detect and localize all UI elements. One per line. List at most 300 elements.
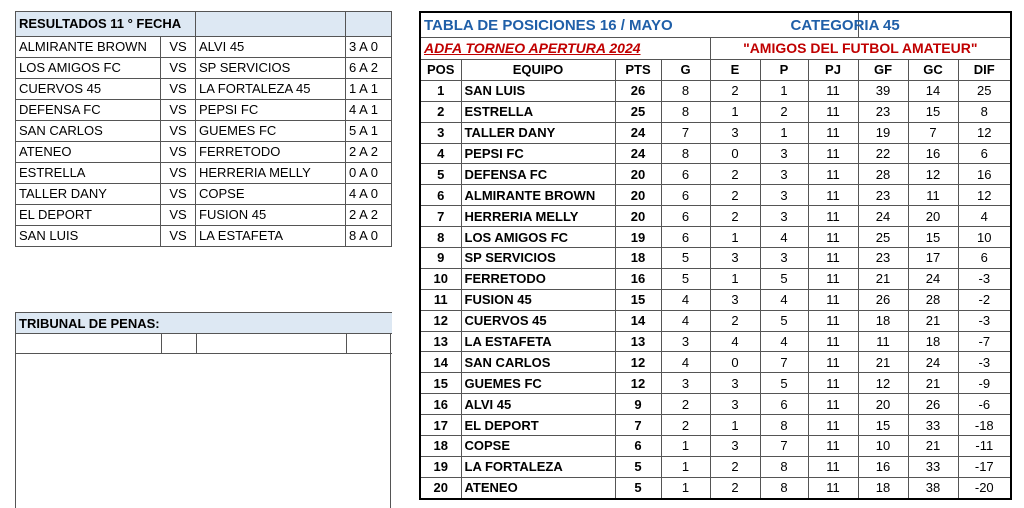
points-cell: 24 [615,122,661,143]
column-header-g: G [661,60,710,81]
team-cell: SAN CARLOS [461,352,615,373]
played-cell: 11 [808,122,858,143]
won-cell: 8 [661,101,710,122]
points-cell: 20 [615,164,661,185]
played-cell: 11 [808,143,858,164]
lost-cell: 2 [760,101,808,122]
won-cell: 5 [661,248,710,269]
won-cell: 2 [661,394,710,415]
position-cell: 13 [420,331,461,352]
goal-diff-cell: 16 [958,164,1011,185]
result-row [16,79,392,100]
team-cell: HERRERIA MELLY [461,206,615,227]
goals-against-cell: 24 [908,352,958,373]
won-cell: 1 [661,436,710,457]
standings-table [419,11,1012,500]
tribunal-title: TRIBUNAL DE PENAS: [16,313,392,334]
goals-for-cell: 18 [858,477,908,498]
goal-diff-cell: -3 [958,310,1011,331]
drawn-cell: 3 [710,373,760,394]
position-cell: 6 [420,185,461,206]
goals-for-cell: 11 [858,331,908,352]
goals-for-cell: 12 [858,373,908,394]
points-cell: 5 [615,456,661,477]
column-header-pos: POS [420,60,461,81]
results-header-row [16,12,392,37]
won-cell: 1 [661,477,710,498]
league-subtitle: "AMIGOS DEL FUTBOL AMATEUR" [710,38,1011,60]
lost-cell: 1 [760,122,808,143]
goals-for-cell: 21 [858,352,908,373]
won-cell: 3 [661,331,710,352]
position-cell: 1 [420,80,461,101]
goals-for-cell: 19 [858,122,908,143]
tribunal-empty-row [16,334,392,354]
away-team: LA ESTAFETA [196,226,346,247]
standings-row [420,331,1011,352]
points-cell: 18 [615,248,661,269]
position-cell: 19 [420,456,461,477]
match-score: 6 A 2 [346,58,392,79]
goals-for-cell: 10 [858,436,908,457]
team-cell: DEFENSA FC [461,164,615,185]
result-row [16,163,392,184]
standings-row [420,122,1011,143]
result-row [16,205,392,226]
goals-against-cell: 11 [908,185,958,206]
goals-for-cell: 28 [858,164,908,185]
goals-against-cell: 33 [908,456,958,477]
goals-against-cell: 16 [908,143,958,164]
away-team: ALVI 45 [196,37,346,58]
standings-row [420,415,1011,436]
drawn-cell: 1 [710,415,760,436]
standings-row [420,227,1011,248]
match-score: 5 A 1 [346,121,392,142]
vs-label: VS [161,100,196,121]
drawn-cell: 4 [710,331,760,352]
column-header-pts: PTS [615,60,661,81]
team-cell: TALLER DANY [461,122,615,143]
home-team: ATENEO [16,142,161,163]
won-cell: 6 [661,206,710,227]
match-score: 3 A 0 [346,37,392,58]
result-row [16,100,392,121]
goals-against-cell: 15 [908,101,958,122]
team-cell: EL DEPORT [461,415,615,436]
away-team: HERRERIA MELLY [196,163,346,184]
tribunal-cell [16,334,161,354]
lost-cell: 1 [760,80,808,101]
result-row [16,121,392,142]
vs-label: VS [161,37,196,58]
goal-diff-cell: 4 [958,206,1011,227]
tribunal-panel [15,312,391,508]
vs-label: VS [161,79,196,100]
result-row [16,37,392,58]
away-team: SP SERVICIOS [196,58,346,79]
away-team: COPSE [196,184,346,205]
won-cell: 5 [661,268,710,289]
position-cell: 2 [420,101,461,122]
standings-title: TABLA DE POSICIONES 16 / MAYO [420,12,858,38]
won-cell: 4 [661,352,710,373]
position-cell: 3 [420,122,461,143]
played-cell: 11 [808,206,858,227]
drawn-cell: 3 [710,289,760,310]
away-team: LA FORTALEZA 45 [196,79,346,100]
drawn-cell: 0 [710,143,760,164]
lost-cell: 7 [760,352,808,373]
standings-row [420,164,1011,185]
drawn-cell: 2 [710,164,760,185]
match-score: 2 A 2 [346,142,392,163]
position-cell: 20 [420,477,461,498]
tribunal-cell [161,334,196,354]
points-cell: 20 [615,206,661,227]
column-header-gf: GF [858,60,908,81]
played-cell: 11 [808,456,858,477]
column-header-e: E [710,60,760,81]
goal-diff-cell: 10 [958,227,1011,248]
position-cell: 16 [420,394,461,415]
tribunal-table [16,312,392,354]
vs-label: VS [161,121,196,142]
points-cell: 12 [615,352,661,373]
away-team: FERRETODO [196,142,346,163]
goals-against-cell: 21 [908,436,958,457]
goal-diff-cell: -6 [958,394,1011,415]
standings-category: CATEGORIA 45 [858,12,1011,38]
played-cell: 11 [808,101,858,122]
goal-diff-cell: 6 [958,143,1011,164]
goals-against-cell: 17 [908,248,958,269]
points-cell: 24 [615,143,661,164]
goal-diff-cell: 12 [958,122,1011,143]
result-row [16,184,392,205]
column-header-p: P [760,60,808,81]
result-row [16,58,392,79]
played-cell: 11 [808,373,858,394]
drawn-cell: 0 [710,352,760,373]
position-cell: 7 [420,206,461,227]
league-name: ADFA TORNEO APERTURA 2024 [420,38,710,60]
drawn-cell: 3 [710,394,760,415]
position-cell: 14 [420,352,461,373]
home-team: CUERVOS 45 [16,79,161,100]
points-cell: 16 [615,268,661,289]
goals-for-cell: 18 [858,310,908,331]
played-cell: 11 [808,310,858,331]
goals-against-cell: 14 [908,80,958,101]
goals-against-cell: 21 [908,310,958,331]
goals-against-cell: 26 [908,394,958,415]
lost-cell: 6 [760,394,808,415]
position-cell: 12 [420,310,461,331]
lost-cell: 8 [760,415,808,436]
played-cell: 11 [808,80,858,101]
goals-for-cell: 20 [858,394,908,415]
goal-diff-cell: -3 [958,352,1011,373]
lost-cell: 4 [760,227,808,248]
standings-row [420,436,1011,457]
team-cell: LA FORTALEZA [461,456,615,477]
standings-row [420,373,1011,394]
played-cell: 11 [808,352,858,373]
away-team: FUSION 45 [196,205,346,226]
goals-for-cell: 21 [858,268,908,289]
goal-diff-cell: -11 [958,436,1011,457]
lost-cell: 5 [760,268,808,289]
lost-cell: 3 [760,248,808,269]
goals-for-cell: 23 [858,248,908,269]
lost-cell: 3 [760,185,808,206]
away-team: GUEMES FC [196,121,346,142]
result-row [16,226,392,247]
won-cell: 8 [661,143,710,164]
standings-row [420,268,1011,289]
team-cell: FUSION 45 [461,289,615,310]
column-header-equipo: EQUIPO [461,60,615,81]
points-cell: 7 [615,415,661,436]
goals-against-cell: 20 [908,206,958,227]
position-cell: 5 [420,164,461,185]
result-row [16,142,392,163]
goals-for-cell: 23 [858,101,908,122]
away-team: PEPSI FC [196,100,346,121]
match-score: 2 A 2 [346,205,392,226]
won-cell: 2 [661,415,710,436]
tribunal-header-row [16,313,392,334]
team-cell: CUERVOS 45 [461,310,615,331]
drawn-cell: 2 [710,80,760,101]
vs-label: VS [161,142,196,163]
played-cell: 11 [808,415,858,436]
vs-label: VS [161,205,196,226]
vs-label: VS [161,226,196,247]
points-cell: 9 [615,394,661,415]
goals-against-cell: 33 [908,415,958,436]
lost-cell: 4 [760,331,808,352]
standings-row [420,394,1011,415]
standings-row [420,143,1011,164]
played-cell: 11 [808,248,858,269]
goals-for-cell: 25 [858,227,908,248]
goals-for-cell: 39 [858,80,908,101]
drawn-cell: 3 [710,436,760,457]
position-cell: 10 [420,268,461,289]
played-cell: 11 [808,331,858,352]
team-cell: ALVI 45 [461,394,615,415]
home-team: LOS AMIGOS FC [16,58,161,79]
results-title: RESULTADOS 11 ° FECHA [16,12,196,37]
standings-row [420,310,1011,331]
lost-cell: 7 [760,436,808,457]
points-cell: 20 [615,185,661,206]
goals-against-cell: 7 [908,122,958,143]
home-team: SAN CARLOS [16,121,161,142]
drawn-cell: 3 [710,122,760,143]
team-cell: COPSE [461,436,615,457]
lost-cell: 3 [760,143,808,164]
goal-diff-cell: -18 [958,415,1011,436]
played-cell: 11 [808,436,858,457]
standings-row [420,352,1011,373]
lost-cell: 8 [760,477,808,498]
vs-label: VS [161,184,196,205]
tribunal-cell [196,334,346,354]
position-cell: 18 [420,436,461,457]
team-cell: ALMIRANTE BROWN [461,185,615,206]
goals-for-cell: 23 [858,185,908,206]
vs-label: VS [161,58,196,79]
goal-diff-cell: -2 [958,289,1011,310]
home-team: DEFENSA FC [16,100,161,121]
drawn-cell: 3 [710,248,760,269]
played-cell: 11 [808,268,858,289]
goal-diff-cell: -17 [958,456,1011,477]
standings-row [420,185,1011,206]
position-cell: 17 [420,415,461,436]
lost-cell: 4 [760,289,808,310]
points-cell: 12 [615,373,661,394]
points-cell: 14 [615,310,661,331]
goals-against-cell: 28 [908,289,958,310]
team-cell: LOS AMIGOS FC [461,227,615,248]
standings-subtitle-row [420,38,1011,60]
position-cell: 4 [420,143,461,164]
standings-row [420,289,1011,310]
position-cell: 15 [420,373,461,394]
standings-row [420,101,1011,122]
drawn-cell: 2 [710,206,760,227]
goals-against-cell: 24 [908,268,958,289]
points-cell: 5 [615,477,661,498]
goal-diff-cell: 25 [958,80,1011,101]
team-cell: ESTRELLA [461,101,615,122]
goal-diff-cell: 12 [958,185,1011,206]
won-cell: 6 [661,185,710,206]
won-cell: 4 [661,289,710,310]
team-cell: SAN LUIS [461,80,615,101]
match-score: 1 A 1 [346,79,392,100]
team-cell: PEPSI FC [461,143,615,164]
drawn-cell: 1 [710,268,760,289]
column-header-gc: GC [908,60,958,81]
lost-cell: 5 [760,310,808,331]
drawn-cell: 1 [710,101,760,122]
lost-cell: 3 [760,206,808,227]
points-cell: 15 [615,289,661,310]
tribunal-cell [346,334,392,354]
lost-cell: 3 [760,164,808,185]
goal-diff-cell: 6 [958,248,1011,269]
played-cell: 11 [808,477,858,498]
goals-against-cell: 21 [908,373,958,394]
goals-for-cell: 22 [858,143,908,164]
drawn-cell: 2 [710,310,760,331]
results-table [15,11,392,247]
goals-against-cell: 12 [908,164,958,185]
results-header-blank [346,12,392,37]
played-cell: 11 [808,185,858,206]
goals-against-cell: 18 [908,331,958,352]
results-header-blank [196,12,346,37]
match-score: 0 A 0 [346,163,392,184]
home-team: TALLER DANY [16,184,161,205]
points-cell: 19 [615,227,661,248]
column-header-dif: DIF [958,60,1011,81]
goals-against-cell: 15 [908,227,958,248]
home-team: SAN LUIS [16,226,161,247]
standings-title-row [420,12,1011,38]
standings-row [420,206,1011,227]
goals-for-cell: 15 [858,415,908,436]
played-cell: 11 [808,289,858,310]
lost-cell: 5 [760,373,808,394]
won-cell: 4 [661,310,710,331]
vs-label: VS [161,163,196,184]
goal-diff-cell: 8 [958,101,1011,122]
standings-row [420,456,1011,477]
goals-for-cell: 16 [858,456,908,477]
team-cell: GUEMES FC [461,373,615,394]
won-cell: 6 [661,227,710,248]
points-cell: 13 [615,331,661,352]
won-cell: 1 [661,456,710,477]
home-team: ESTRELLA [16,163,161,184]
won-cell: 8 [661,80,710,101]
standings-row [420,248,1011,269]
match-score: 4 A 0 [346,184,392,205]
standings-column-headers [420,60,1011,81]
team-cell: SP SERVICIOS [461,248,615,269]
home-team: ALMIRANTE BROWN [16,37,161,58]
played-cell: 11 [808,227,858,248]
position-cell: 11 [420,289,461,310]
drawn-cell: 2 [710,477,760,498]
goals-against-cell: 38 [908,477,958,498]
drawn-cell: 2 [710,185,760,206]
standings-row [420,80,1011,101]
team-cell: ATENEO [461,477,615,498]
drawn-cell: 2 [710,456,760,477]
team-cell: LA ESTAFETA [461,331,615,352]
points-cell: 25 [615,101,661,122]
points-cell: 6 [615,436,661,457]
goal-diff-cell: -20 [958,477,1011,498]
team-cell: FERRETODO [461,268,615,289]
goals-for-cell: 24 [858,206,908,227]
position-cell: 8 [420,227,461,248]
lost-cell: 8 [760,456,808,477]
match-score: 8 A 0 [346,226,392,247]
match-score: 4 A 1 [346,100,392,121]
won-cell: 3 [661,373,710,394]
won-cell: 6 [661,164,710,185]
drawn-cell: 1 [710,227,760,248]
goal-diff-cell: -3 [958,268,1011,289]
goals-for-cell: 26 [858,289,908,310]
points-cell: 26 [615,80,661,101]
home-team: EL DEPORT [16,205,161,226]
won-cell: 7 [661,122,710,143]
played-cell: 11 [808,394,858,415]
standings-row [420,477,1011,498]
goal-diff-cell: -7 [958,331,1011,352]
column-header-pj: PJ [808,60,858,81]
position-cell: 9 [420,248,461,269]
